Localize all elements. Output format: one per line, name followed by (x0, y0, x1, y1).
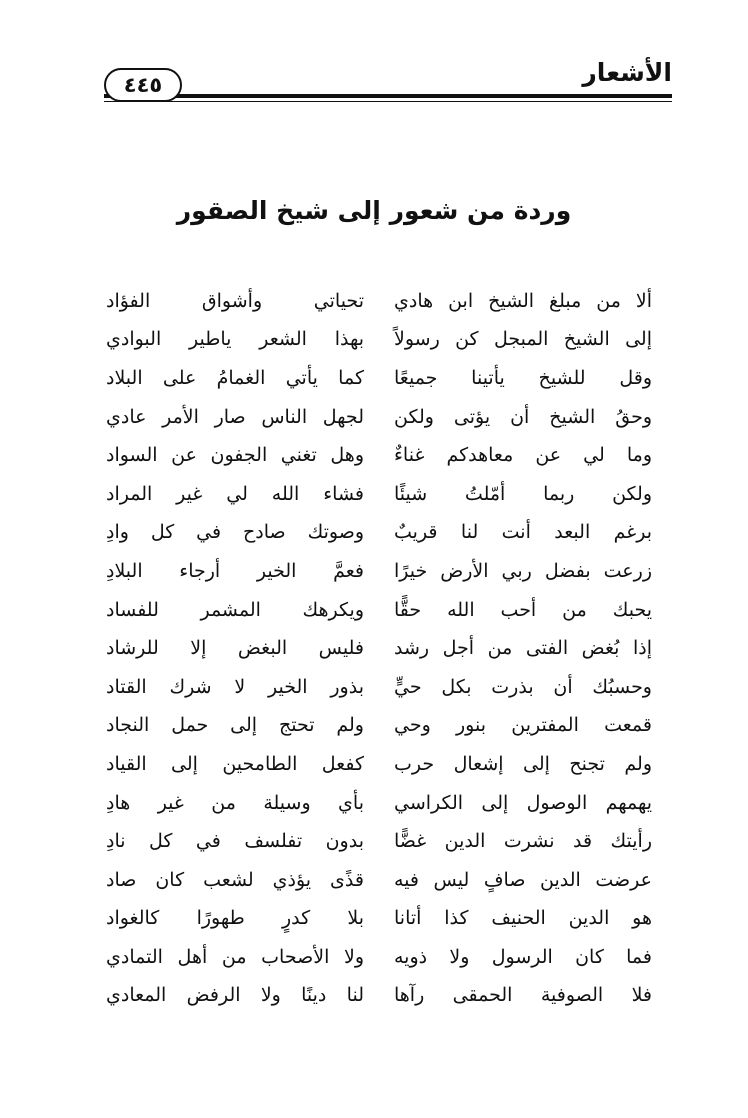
verse-first-hemistich: إلى الشيخ المبجل كن رسولاً (394, 328, 652, 351)
verse-first-hemistich: برغم البعد أنت لنا قريبٌ (394, 521, 652, 544)
verse-row (106, 629, 652, 668)
verse-first-hemistich: إذا بُغض الفتى من أجل رشد (394, 637, 652, 660)
verse-second-hemistich: بهذا الشعر ياطير البوادي (106, 328, 364, 351)
verse-second-hemistich: فليس البغض إلا للرشاد (106, 637, 364, 660)
section-title: الأشعار (582, 58, 672, 87)
verse-row (106, 591, 652, 630)
poem-body (106, 282, 652, 1015)
verse-second-hemistich: بذور الخير لا شرك القتاد (106, 675, 364, 698)
verse-row (106, 436, 652, 475)
verse-row (106, 668, 652, 707)
verse-second-hemistich: كفعل الطامحين إلى القياد (106, 752, 364, 775)
verse-first-hemistich: قمعت المفترين بنور وحي (394, 714, 652, 737)
verse-second-hemistich: تحياتي وأشواق الفؤاد (106, 289, 364, 312)
verse-row (106, 282, 652, 321)
verse-row (106, 359, 652, 398)
verse-first-hemistich: زرعت بفضل ربي الأرض خيرًا (394, 559, 652, 582)
verse-second-hemistich: ويكرهك المشمر للفساد (106, 598, 364, 621)
verse-first-hemistich: وحقُ الشيخ أن يؤتى ولكن (394, 405, 652, 428)
header-rule-thick (104, 94, 672, 98)
verse-row (106, 745, 652, 784)
verse-row (106, 938, 652, 977)
verse-second-hemistich: فشاء الله لي غير المراد (106, 482, 364, 505)
verse-first-hemistich: يحبك من أحب الله حقًّا (394, 598, 652, 621)
verse-second-hemistich: وصوتك صادح في كل وادِ (106, 521, 364, 544)
verse-second-hemistich: فعمَّ الخير أرجاء البلادِ (106, 559, 364, 582)
page-header (0, 0, 748, 110)
verse-first-hemistich: عرضت الدين صافٍ ليس فيه (394, 868, 652, 891)
header-rule-thin (104, 101, 672, 102)
verse-first-hemistich: وحسبُك أن بذرت بكل حيٍّ (394, 675, 652, 698)
verse-row (106, 514, 652, 553)
page-number: ٤٤٥ (123, 73, 163, 97)
verse-first-hemistich: وقل للشيخ يأتينا جميعًا (394, 366, 652, 389)
verse-first-hemistich: ألا من مبلغ الشيخ ابن هادي (394, 289, 652, 312)
verse-second-hemistich: ولا الأصحاب من أهل التمادي (106, 945, 364, 968)
verse-first-hemistich: فما كان الرسول ولا ذويه (394, 945, 652, 968)
verse-row (106, 900, 652, 939)
verse-row (106, 707, 652, 746)
verse-second-hemistich: كما يأتي الغمامُ على البلاد (106, 366, 364, 389)
verse-second-hemistich: بأي وسيلة من غير هادِ (106, 791, 364, 814)
page-number-badge (104, 68, 182, 102)
verse-row (106, 321, 652, 360)
verse-first-hemistich: فلا الصوفية الحمقى رآها (394, 984, 652, 1007)
verse-row (106, 784, 652, 823)
verse-row (106, 475, 652, 514)
verse-first-hemistich: يهمهم الوصول إلى الكراسي (394, 791, 652, 814)
verse-second-hemistich: لجهل الناس صار الأمر عادي (106, 405, 364, 428)
verse-row (106, 822, 652, 861)
verse-second-hemistich: ولم تحتج إلى حمل النجاد (106, 714, 364, 737)
verse-second-hemistich: قذًى يؤذي لشعب كان صاد (106, 868, 364, 891)
verse-first-hemistich: ولم تجنح إلى إشعال حرب (394, 752, 652, 775)
verse-second-hemistich: بدون تفلسف في كل نادِ (106, 830, 364, 853)
poem-title: وردة من شعور إلى شيخ الصقور (176, 196, 572, 225)
verse-first-hemistich: وما لي عن معاهدكم غناءٌ (394, 444, 652, 467)
verse-second-hemistich: وهل تغني الجفون عن السواد (106, 444, 364, 467)
verse-first-hemistich: رأيتك قد نشرت الدين غضًّا (394, 830, 652, 853)
verse-second-hemistich: لنا دينًا ولا الرفض المعادي (106, 984, 364, 1007)
verse-first-hemistich: ولكن ربما أمّلتُ شيئًا (394, 482, 652, 505)
verse-row (106, 552, 652, 591)
verse-first-hemistich: هو الدين الحنيف كذا أتانا (394, 907, 652, 930)
verse-row (106, 861, 652, 900)
verse-row (106, 398, 652, 437)
verse-second-hemistich: بلا كدرٍ طهورًا كالغواد (106, 907, 364, 930)
verse-row (106, 977, 652, 1016)
